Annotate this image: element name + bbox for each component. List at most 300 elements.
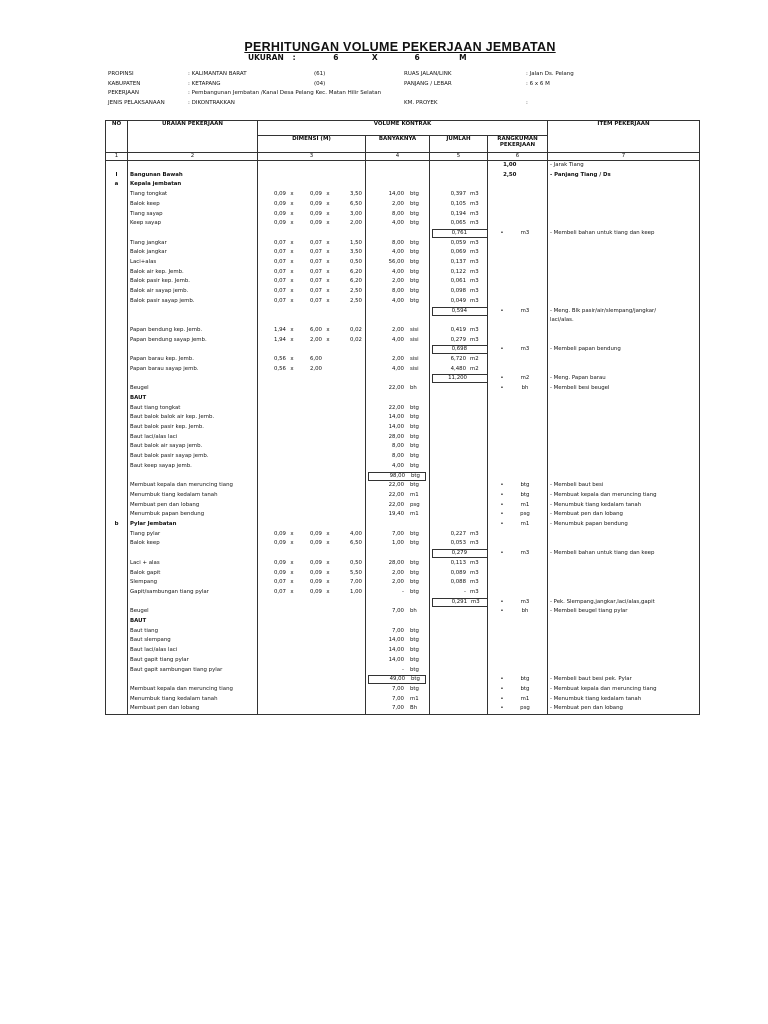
row-jumlah	[430, 433, 488, 443]
row-no	[106, 287, 128, 297]
rangkuman-value: •	[500, 482, 504, 489]
banyak-unit: btg	[410, 685, 419, 692]
jumlah-value: 0,069	[450, 249, 466, 256]
row-rangkuman	[488, 617, 548, 627]
banyak-value: 14,00	[388, 191, 404, 198]
row-no	[106, 326, 128, 336]
dim-1: 0,09	[273, 210, 286, 217]
dim-2: 0,07	[309, 239, 322, 246]
dim-3: 2,50	[349, 297, 362, 304]
info-label: PEKERJAAN	[108, 90, 140, 96]
rangkuman-unit: psg	[520, 511, 530, 518]
row-dimensi	[258, 374, 366, 384]
rangkuman-unit: m3	[520, 598, 530, 605]
rangkuman-unit: m3	[520, 307, 530, 314]
row-rangkuman	[488, 598, 548, 608]
banyak-value: 8,00	[391, 239, 404, 246]
dim-3	[334, 355, 362, 365]
row-dimensi	[258, 491, 366, 501]
row-uraian: Menumbuk tiang kedalam tanah	[128, 695, 258, 705]
jumlah-value: 0,194	[450, 210, 466, 217]
row-no	[106, 277, 128, 287]
row-banyaknya	[366, 404, 430, 414]
row-no	[106, 598, 128, 608]
banyak-value: 14,00	[388, 423, 404, 430]
row-jumlah	[430, 268, 488, 278]
table-row	[106, 336, 700, 346]
banyak-unit: Bh	[410, 705, 418, 712]
dim-2: 0,07	[309, 278, 322, 285]
row-dimensi	[258, 297, 366, 307]
banyak-unit: m1	[410, 695, 419, 702]
dim-2: 0,07	[309, 288, 322, 295]
banyak-unit: btg	[410, 462, 419, 469]
row-no	[106, 481, 128, 491]
row-jumlah	[430, 491, 488, 501]
table-row	[106, 646, 700, 656]
rangkuman-unit: btg	[520, 482, 530, 489]
jumlah-value: 0,291	[451, 598, 467, 605]
info-code: (61)	[314, 71, 326, 77]
jumlah-value: 0,053	[450, 540, 466, 547]
banyak-unit: btg	[410, 540, 419, 547]
row-jumlah	[430, 607, 488, 617]
row-banyaknya	[366, 161, 430, 171]
row-no	[106, 646, 128, 656]
row-banyaknya	[366, 501, 430, 511]
row-jumlah	[430, 248, 488, 258]
row-banyaknya	[366, 636, 430, 646]
info-label: KM. PROYEK	[404, 99, 438, 106]
row-no	[106, 248, 128, 258]
dim-1: 1,94	[273, 336, 286, 343]
row-item: - Membuat kepala dan meruncing tiang	[548, 491, 700, 501]
row-dimensi	[258, 530, 366, 540]
row-jumlah	[430, 442, 488, 452]
row-no	[106, 345, 128, 355]
table-row	[106, 287, 700, 297]
dim-3: 6,50	[349, 200, 362, 207]
row-dimensi	[258, 666, 366, 676]
jumlah-value: 0,137	[450, 259, 466, 266]
rangkuman-value: •	[500, 229, 504, 236]
header-uraian: URAIAN PEKERJAAN	[128, 121, 258, 153]
jumlah-value: 0,279	[451, 550, 467, 557]
row-rangkuman	[488, 394, 548, 404]
row-jumlah	[430, 345, 488, 355]
row-uraian	[128, 675, 258, 685]
dim-3: 4,00	[349, 530, 362, 537]
row-jumlah	[430, 501, 488, 511]
table-row	[106, 277, 700, 287]
row-no	[106, 530, 128, 540]
row-uraian: Bangunan Bawah	[128, 171, 258, 181]
dim-x: x	[290, 278, 294, 285]
row-banyaknya	[366, 190, 430, 200]
row-dimensi	[258, 248, 366, 258]
info-value: : KALIMANTAN BARAT	[188, 71, 247, 77]
jumlah-unit: m3	[470, 336, 479, 343]
dim-3: 1,00	[349, 588, 362, 595]
row-banyaknya	[366, 365, 430, 375]
jumlah-value: 0,089	[450, 569, 466, 576]
banyak-unit: btg	[410, 559, 419, 566]
row-uraian: Tiang jangkar	[128, 239, 258, 249]
row-uraian: Balok air kep. Jemb.	[128, 268, 258, 278]
row-rangkuman	[488, 491, 548, 501]
row-rangkuman	[488, 530, 548, 540]
rangkuman-unit: m3	[520, 550, 530, 557]
table-row	[106, 355, 700, 365]
jumlah-value: 0,594	[451, 307, 467, 314]
banyak-value: 14,00	[388, 637, 404, 644]
row-jumlah	[430, 569, 488, 579]
dim-x: x	[290, 191, 294, 198]
rangkuman-unit	[529, 161, 545, 171]
row-uraian	[128, 316, 258, 326]
row-jumlah	[430, 472, 488, 482]
banyak-unit: btg	[410, 220, 419, 227]
dim-3: 3,50	[349, 249, 362, 256]
row-no	[106, 268, 128, 278]
row-uraian: Baut balok pasir sayap jemb.	[128, 452, 258, 462]
row-uraian: Slempang	[128, 578, 258, 588]
dim-x: x	[326, 220, 330, 227]
row-banyaknya	[366, 462, 430, 472]
dim-3: 0,50	[349, 259, 362, 266]
row-no	[106, 374, 128, 384]
row-uraian: Papan bendung kep. Jemb.	[128, 326, 258, 336]
banyak-value: 7,00	[391, 685, 404, 692]
dim-1: 0,09	[273, 540, 286, 547]
dim-2: 0,09	[309, 569, 322, 576]
row-item	[548, 559, 700, 569]
row-dimensi	[258, 656, 366, 666]
info-label: PROPINSI	[108, 71, 134, 77]
banyak-value: 14,00	[388, 656, 404, 663]
row-dimensi	[258, 636, 366, 646]
row-banyaknya	[366, 180, 430, 190]
rangkuman-value: •	[500, 307, 504, 314]
row-uraian: Balok keep	[128, 200, 258, 210]
row-dimensi	[258, 190, 366, 200]
row-no	[106, 336, 128, 346]
row-no	[106, 307, 128, 317]
row-item: - Menumbuk tiang kedalam tanah	[548, 501, 700, 511]
dim-2: 0,09	[309, 220, 322, 227]
dim-1: 1,94	[273, 326, 286, 333]
table-row	[106, 413, 700, 423]
row-banyaknya	[366, 666, 430, 676]
jumlah-value: 0,061	[450, 278, 466, 285]
row-uraian: Membuat kepala dan meruncing tiang	[128, 481, 258, 491]
rangkuman-value: •	[500, 346, 504, 353]
jumlah-value: 11,200	[448, 375, 467, 382]
table-row	[106, 326, 700, 336]
row-banyaknya	[366, 617, 430, 627]
row-banyaknya	[366, 297, 430, 307]
row-dimensi	[258, 695, 366, 705]
row-rangkuman	[488, 433, 548, 443]
table-row	[106, 472, 700, 482]
ukuran-label: UKURAN	[248, 53, 284, 62]
jumlah-value: 0,088	[450, 579, 466, 586]
row-jumlah	[430, 161, 488, 171]
row-no	[106, 501, 128, 511]
banyak-unit: btg	[410, 414, 419, 421]
banyak-value: 7,00	[391, 608, 404, 615]
row-banyaknya	[366, 384, 430, 394]
banyak-unit: btg	[410, 404, 419, 411]
row-jumlah	[430, 219, 488, 229]
info-left-row	[108, 80, 325, 90]
jumlah-unit: m3	[470, 259, 479, 266]
rangkuman-value: •	[500, 695, 504, 702]
row-dimensi	[258, 210, 366, 220]
row-rangkuman	[488, 423, 548, 433]
dim-x: x	[290, 220, 294, 227]
row-jumlah	[430, 559, 488, 569]
dim-x: x	[290, 569, 294, 576]
rangkuman-unit: m1	[520, 695, 530, 702]
jumlah-unit: m3	[470, 288, 479, 295]
row-dimensi	[258, 171, 366, 181]
dim-2: 0,07	[309, 297, 322, 304]
row-jumlah	[430, 549, 488, 559]
row-uraian	[128, 549, 258, 559]
row-dimensi	[258, 452, 366, 462]
row-no	[106, 510, 128, 520]
row-item	[548, 277, 700, 287]
row-uraian	[128, 374, 258, 384]
row-uraian: Baut tiang	[128, 627, 258, 637]
row-rangkuman	[488, 404, 548, 414]
row-uraian: Baut tiang tongkat	[128, 404, 258, 414]
jumlah-unit: m3	[470, 326, 479, 333]
table-row	[106, 171, 700, 181]
row-banyaknya	[366, 229, 430, 239]
row-item	[548, 539, 700, 549]
row-rangkuman	[488, 472, 548, 482]
row-rangkuman	[488, 656, 548, 666]
row-item: - Membuat pen dan lobang	[548, 510, 700, 520]
row-dimensi	[258, 423, 366, 433]
row-dimensi	[258, 704, 366, 714]
dim-3: 5,50	[349, 569, 362, 576]
banyak-unit: bh	[410, 608, 417, 615]
row-dimensi	[258, 287, 366, 297]
row-no	[106, 695, 128, 705]
row-rangkuman	[488, 559, 548, 569]
dim-2: 6,00	[309, 356, 322, 363]
row-rangkuman	[488, 685, 548, 695]
row-banyaknya	[366, 607, 430, 617]
row-no	[106, 200, 128, 210]
row-no	[106, 365, 128, 375]
row-banyaknya	[366, 520, 430, 530]
ukuran-sep: :	[292, 53, 296, 62]
row-banyaknya	[366, 549, 430, 559]
table-row	[106, 530, 700, 540]
row-uraian: BAUT	[128, 617, 258, 627]
row-jumlah	[430, 704, 488, 714]
row-item	[548, 588, 700, 598]
table-row	[106, 607, 700, 617]
dim-x: x	[326, 288, 330, 295]
row-no	[106, 219, 128, 229]
rangkuman-unit: m1	[520, 501, 530, 508]
row-item: - Pek. Slempang,jangkar,laci/alas,gapit	[548, 598, 700, 608]
row-banyaknya	[366, 219, 430, 229]
ukuran-b: 6	[414, 53, 420, 62]
banyak-unit: btg	[410, 210, 419, 217]
row-jumlah	[430, 336, 488, 346]
dim-x: x	[290, 365, 294, 372]
row-dimensi	[258, 219, 366, 229]
banyak-unit: bh	[410, 385, 417, 392]
row-rangkuman	[488, 539, 548, 549]
row-jumlah	[430, 258, 488, 268]
dim-x: x	[290, 239, 294, 246]
row-rangkuman	[488, 248, 548, 258]
dim-x: x	[290, 259, 294, 266]
column-number: 7	[548, 153, 700, 161]
dim-3: 1,50	[349, 239, 362, 246]
row-rangkuman	[488, 190, 548, 200]
row-rangkuman	[488, 384, 548, 394]
row-banyaknya	[366, 442, 430, 452]
dim-x: x	[290, 559, 294, 566]
row-dimensi	[258, 588, 366, 598]
rangkuman-value: 1,00	[503, 162, 517, 168]
dim-3: 6,20	[349, 268, 362, 275]
row-item	[548, 472, 700, 482]
dim-2: 6,00	[309, 326, 322, 333]
banyak-unit: sisi	[410, 326, 419, 333]
row-item: - Menumbuk papan bendung	[548, 520, 700, 530]
column-number: 6	[488, 153, 548, 161]
row-no	[106, 442, 128, 452]
jumlah-value: 0,279	[450, 336, 466, 343]
jumlah-value: 0,419	[450, 326, 466, 333]
row-no	[106, 316, 128, 326]
table-row	[106, 316, 700, 326]
banyak-value: 14,00	[388, 647, 404, 654]
banyak-unit: btg	[410, 579, 419, 586]
row-banyaknya	[366, 539, 430, 549]
row-no	[106, 413, 128, 423]
row-banyaknya	[366, 258, 430, 268]
table-row	[106, 297, 700, 307]
banyak-unit: btg	[410, 278, 419, 285]
jumlah-value: 0,761	[451, 229, 467, 236]
row-uraian	[128, 345, 258, 355]
banyak-value: 22,00	[388, 482, 404, 489]
row-rangkuman	[488, 326, 548, 336]
row-no	[106, 539, 128, 549]
banyak-value: 4,00	[391, 365, 404, 372]
row-banyaknya	[366, 210, 430, 220]
jumlah-value: 0,113	[450, 559, 466, 566]
row-rangkuman	[488, 569, 548, 579]
dim-1: 0,09	[273, 220, 286, 227]
row-no	[106, 491, 128, 501]
dim-2: 2,00	[309, 365, 322, 372]
banyak-value: 98,00	[389, 472, 405, 479]
dim-x: x	[326, 191, 330, 198]
row-uraian: Balok jangkar	[128, 248, 258, 258]
row-rangkuman	[488, 510, 548, 520]
row-dimensi	[258, 326, 366, 336]
row-banyaknya	[366, 413, 430, 423]
rangkuman-unit: bh	[521, 608, 529, 615]
column-number: 4	[366, 153, 430, 161]
row-jumlah	[430, 695, 488, 705]
row-uraian	[128, 598, 258, 608]
table-row	[106, 491, 700, 501]
table-row	[106, 666, 700, 676]
row-rangkuman	[488, 200, 548, 210]
dim-x: x	[326, 200, 330, 207]
rangkuman-value: •	[500, 676, 504, 683]
jumlah-value: 4,480	[450, 365, 466, 372]
row-rangkuman	[488, 704, 548, 714]
row-jumlah	[430, 462, 488, 472]
row-banyaknya	[366, 569, 430, 579]
row-uraian: Pylar Jembatan	[128, 520, 258, 530]
dim-1: 0,56	[273, 356, 286, 363]
banyak-value: 4,00	[391, 462, 404, 469]
row-uraian	[128, 229, 258, 239]
banyak-unit: btg	[410, 666, 419, 673]
row-item	[548, 210, 700, 220]
row-jumlah	[430, 200, 488, 210]
banyak-unit: btg	[410, 530, 419, 537]
row-rangkuman	[488, 462, 548, 472]
row-jumlah	[430, 277, 488, 287]
jumlah-unit: m3	[470, 278, 479, 285]
row-no	[106, 229, 128, 239]
table-row	[106, 462, 700, 472]
dim-3: 3,00	[349, 210, 362, 217]
row-banyaknya	[366, 423, 430, 433]
table-row	[106, 559, 700, 569]
row-item: - Membuat kepala dan meruncing tiang	[548, 685, 700, 695]
banyak-unit: btg	[410, 288, 419, 295]
row-no	[106, 559, 128, 569]
table-row	[106, 374, 700, 384]
banyak-unit: sisi	[410, 365, 419, 372]
row-rangkuman	[488, 277, 548, 287]
jumlah-unit: m3	[470, 239, 479, 246]
table-row	[106, 510, 700, 520]
row-item	[548, 617, 700, 627]
row-rangkuman	[488, 180, 548, 190]
jumlah-value: 6,720	[450, 356, 466, 363]
row-no	[106, 462, 128, 472]
row-uraian: BAUT	[128, 394, 258, 404]
banyak-unit: btg	[410, 647, 419, 654]
row-dimensi	[258, 229, 366, 239]
row-jumlah	[430, 365, 488, 375]
dim-3: 3,50	[349, 191, 362, 198]
row-dimensi	[258, 539, 366, 549]
banyak-value: 28,00	[388, 559, 404, 566]
row-jumlah	[430, 539, 488, 549]
row-uraian: Papan barau sayap jemb.	[128, 365, 258, 375]
row-no	[106, 452, 128, 462]
banyak-value: 8,00	[391, 453, 404, 460]
